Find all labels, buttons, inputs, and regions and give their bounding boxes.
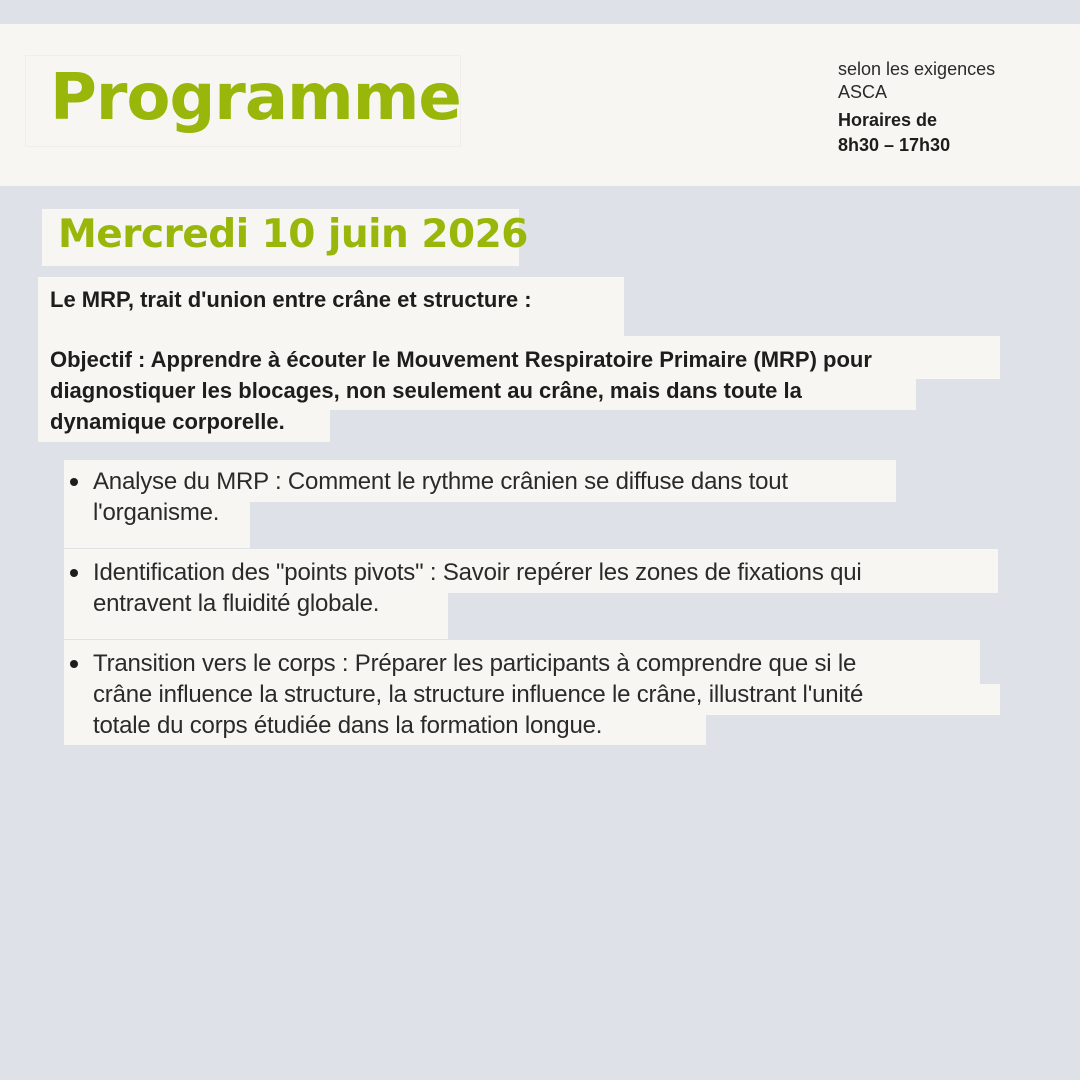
list-item-line: crâne influence la structure, la structure influence le crâne, illustrant l'unité <box>93 681 864 708</box>
list-item-line: Analyse du MRP : Comment le rythme crânien se diffuse dans tout <box>93 468 788 495</box>
bullet-dot-icon <box>70 478 78 486</box>
hours-note <box>838 108 1058 158</box>
requirements-note-line: ASCA <box>838 82 888 102</box>
hours-line: Horaires de <box>838 110 938 130</box>
session-date: Mercredi 10 juin 2026 <box>58 212 528 257</box>
bullet-dot-icon <box>70 660 78 668</box>
list-item-line: Identification des "points pivots" : Savoir repérer les zones de fixations qui <box>93 559 862 586</box>
page-title: Programme <box>50 61 461 135</box>
requirements-note-line: selon les exigences <box>838 59 996 79</box>
list-item-line: Transition vers le corps : Préparer les participants à comprendre que si le <box>93 650 857 677</box>
objective-line: dynamique corporelle. <box>50 409 285 434</box>
list-item-line: totale du corps étudiée dans la formation longue. <box>93 712 603 739</box>
list-item-line: l'organisme. <box>93 499 220 526</box>
session-subtitle: Le MRP, trait d'union entre crâne et structure : <box>50 287 532 312</box>
objective-line: Objectif : Apprendre à écouter le Mouvement Respiratoire Primaire (MRP) pour <box>50 347 872 372</box>
list-item-line: entravent la fluidité globale. <box>93 590 380 617</box>
bullet-dot-icon <box>70 569 78 577</box>
hours-line: 8h30 – 17h30 <box>838 135 951 155</box>
requirements-note <box>838 58 1058 104</box>
objective-line: diagnostiquer les blocages, non seulement au crâne, mais dans toute la <box>50 378 802 403</box>
